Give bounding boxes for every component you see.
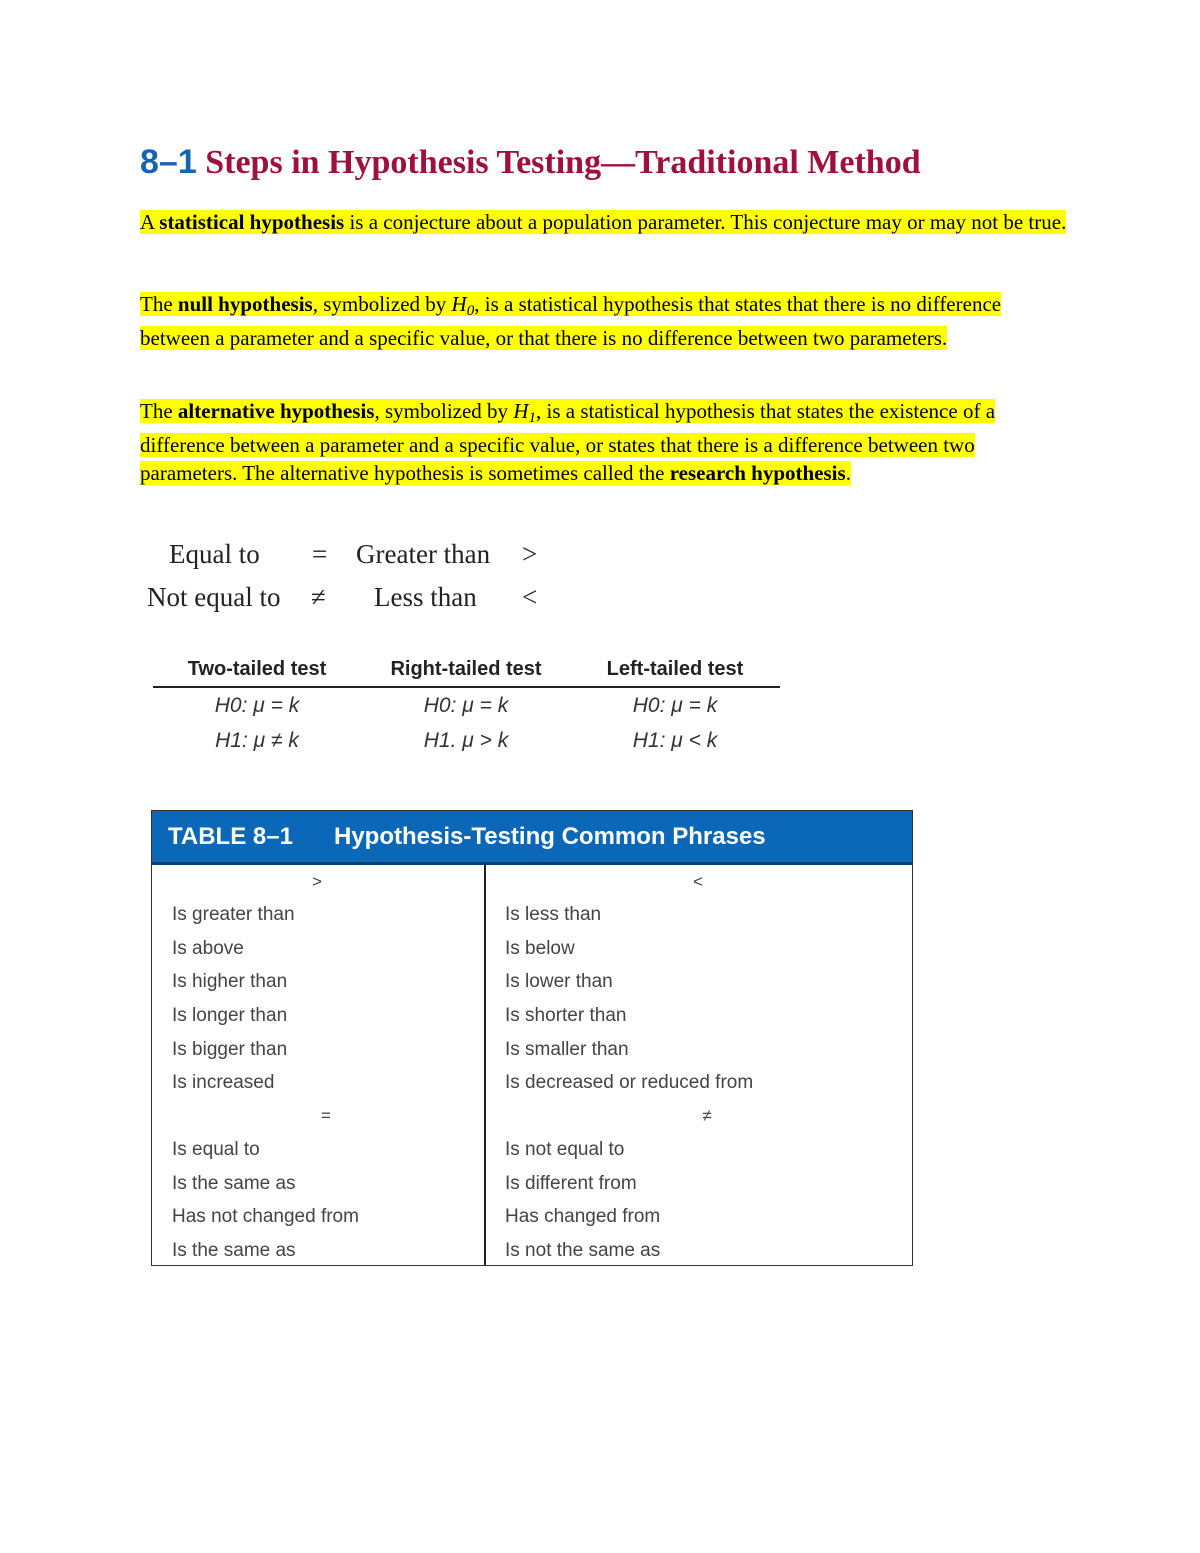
symbol-not-equal: ≠ xyxy=(702,1106,712,1125)
right-tailed-h0: H0: μ = k xyxy=(423,694,509,717)
less-symbol: < xyxy=(522,582,538,612)
term-null-hypothesis: null hypothesis xyxy=(177,292,313,316)
list-item: Is the same as xyxy=(172,1173,296,1194)
section-title: Steps in Hypothesis Testing—Traditional Method xyxy=(205,144,921,181)
symbol-h1: $H_1$ xyxy=(513,399,537,426)
equal-label: Equal to xyxy=(169,539,260,569)
list-item: Is bigger than xyxy=(172,1039,288,1060)
header-left-tailed: Left-tailed test xyxy=(606,658,744,680)
text: , is a statistical hypothesis that states the existence of a difference between a parameter and a specific value, or states that there is a difference between two parameters. The alternative hypothesis is sometimes called the xyxy=(140,399,996,485)
list-item: Has not changed from xyxy=(172,1206,359,1227)
text: is a conjecture about a population parameter. This conjecture may or may not be true. xyxy=(344,210,1067,234)
text: , symbolized by xyxy=(312,292,452,316)
text: The xyxy=(140,292,178,316)
list-item: Is above xyxy=(172,938,244,959)
list-item: Is equal to xyxy=(172,1139,260,1160)
column-divider xyxy=(484,865,486,1265)
list-item: Is different from xyxy=(505,1173,637,1194)
term-research-hypothesis: research hypothesis xyxy=(669,460,846,485)
text: , is a statistical hypothesis that states that there is no difference between a parameter and a specific value, or that there is no difference between two parameters. xyxy=(140,292,1002,351)
list-item: Is not the same as xyxy=(505,1240,661,1261)
symbol-less: < xyxy=(693,872,703,891)
text: The xyxy=(140,399,178,423)
list-item: Is below xyxy=(505,938,575,959)
list-item: Is higher than xyxy=(172,971,288,992)
header-two-tailed: Two-tailed test xyxy=(187,658,327,680)
greater-symbol: > xyxy=(522,539,538,569)
list-item: Is longer than xyxy=(172,1005,288,1026)
phrases-table xyxy=(151,810,913,1266)
table-title-bar xyxy=(152,811,912,865)
list-item: Is lower than xyxy=(505,971,613,992)
definition-alternative-hypothesis xyxy=(140,398,1070,487)
right-tailed-h1: H1. μ > k xyxy=(423,729,509,752)
list-item: Is less than xyxy=(505,904,602,925)
list-item: Has changed from xyxy=(505,1206,661,1227)
less-label: Less than xyxy=(374,582,477,612)
symbol-greater: > xyxy=(312,872,322,891)
table-label: TABLE 8–1 xyxy=(168,823,293,850)
term-alternative-hypothesis: alternative hypothesis xyxy=(177,399,375,423)
table-title: Hypothesis-Testing Common Phrases xyxy=(334,823,766,850)
notequal-label: Not equal to xyxy=(147,582,281,612)
greater-label: Greater than xyxy=(356,539,491,569)
section-number: 8–1 xyxy=(140,143,197,181)
definition-statistical-hypothesis xyxy=(140,209,1070,236)
equal-symbol: = xyxy=(312,539,328,569)
term-statistical-hypothesis: statistical hypothesis xyxy=(159,210,345,234)
list-item: Is the same as xyxy=(172,1240,296,1261)
list-item: Is shorter than xyxy=(505,1005,627,1026)
definition-null-hypothesis xyxy=(140,291,1070,353)
page-title xyxy=(140,140,921,185)
list-item: Is decreased or reduced from xyxy=(505,1072,754,1093)
list-item: Is not equal to xyxy=(505,1139,625,1160)
left-tailed-h0: H0: μ = k xyxy=(632,694,718,717)
list-item: Is increased xyxy=(172,1072,275,1093)
list-item: Is smaller than xyxy=(505,1039,629,1060)
left-tailed-h1: H1: μ < k xyxy=(632,729,718,752)
text: . xyxy=(845,460,851,485)
header-rule xyxy=(153,686,780,688)
symbol-equal: = xyxy=(321,1106,331,1125)
two-tailed-h1: H1: μ ≠ k xyxy=(215,729,299,752)
header-right-tailed: Right-tailed test xyxy=(390,658,542,680)
text: A xyxy=(140,210,160,234)
text: , symbolized by xyxy=(374,399,514,423)
notequal-symbol: ≠ xyxy=(311,582,326,612)
list-item: Is greater than xyxy=(172,904,295,925)
two-tailed-h0: H0: μ = k xyxy=(214,694,300,717)
symbol-h0: $H_0$ xyxy=(451,292,475,319)
